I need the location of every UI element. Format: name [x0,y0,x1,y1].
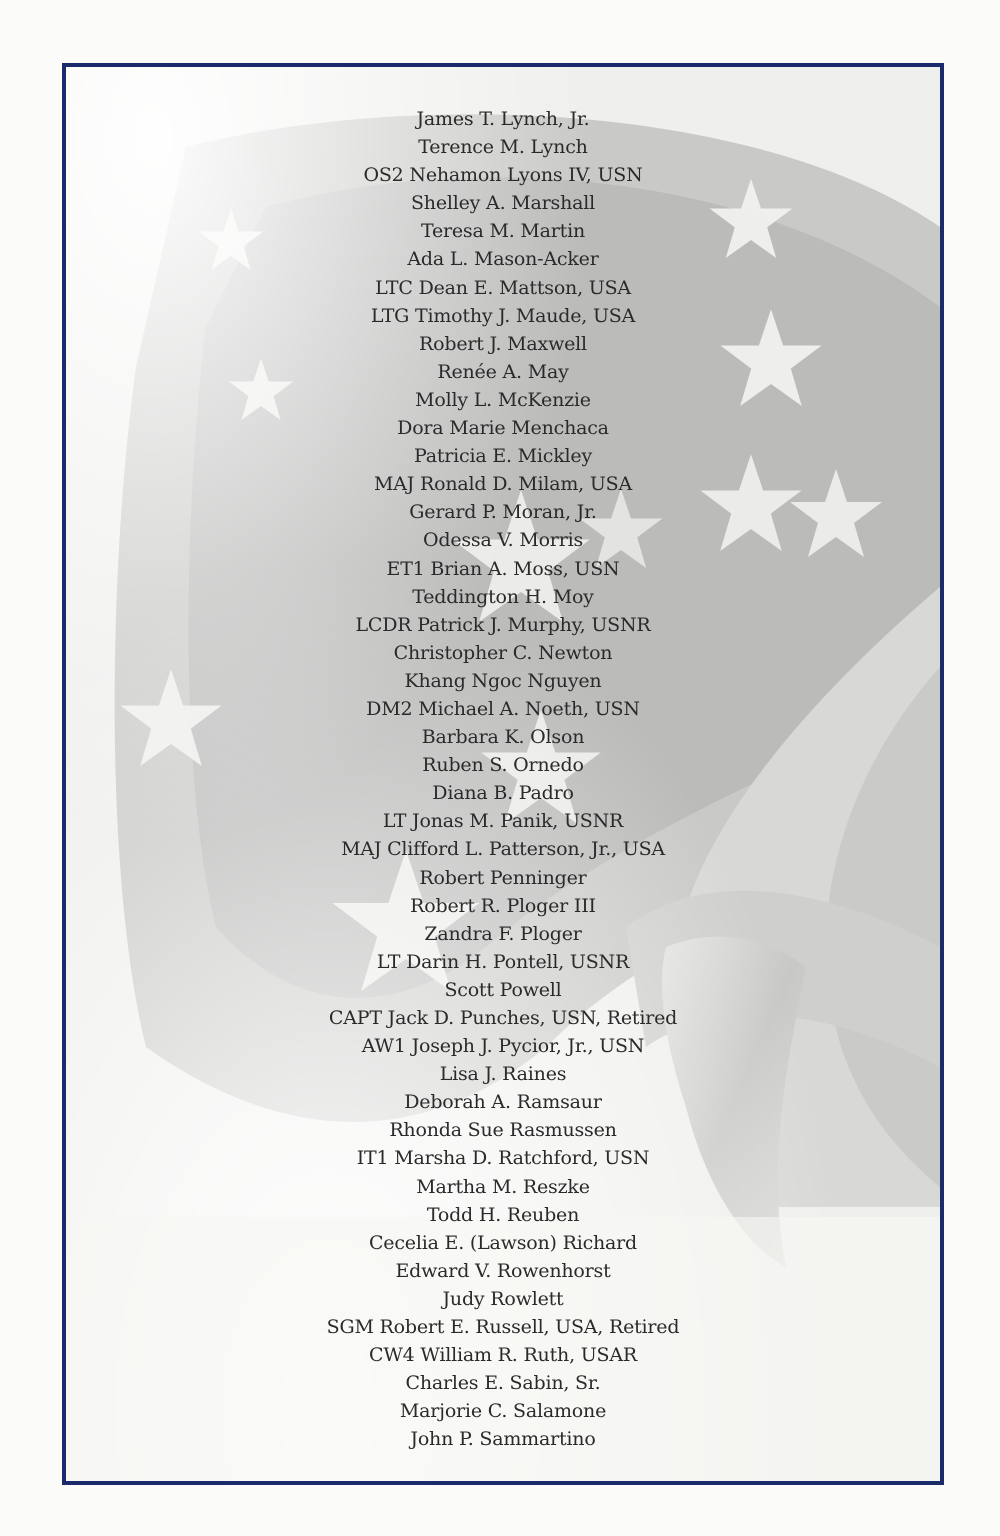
name-entry: Diana B. Padro [432,782,574,805]
name-entry: Scott Powell [444,978,562,1001]
name-entry: DM2 Michael A. Noeth, USN [366,697,640,720]
name-entry: Ada L. Mason-Acker [407,248,599,271]
name-entry: OS2 Nehamon Lyons IV, USN [363,164,643,187]
name-entry: CW4 William R. Ruth, USAR [368,1344,637,1367]
name-entry: LCDR Patrick J. Murphy, USNR [355,613,651,636]
name-entry: MAJ Ronald D. Milam, USA [373,473,633,496]
name-entry: LTG Timothy J. Maude, USA [370,304,636,327]
name-entry: Robert J. Maxwell [419,332,587,355]
name-entry: Zandra F. Ploger [424,922,582,945]
name-entry: LTC Dean E. Mattson, USA [375,276,631,299]
name-entry: Shelley A. Marshall [410,192,595,215]
name-entry: Robert Penninger [419,866,587,889]
name-entry: Lisa J. Raines [439,1063,567,1086]
name-entry: SGM Robert E. Russell, USA, Retired [326,1316,680,1339]
name-entry: LT Jonas M. Panik, USNR [382,810,624,833]
name-entry: Patricia E. Mickley [413,445,593,468]
name-entry: Ruben S. Ornedo [422,754,584,777]
page-border-frame [62,63,944,1485]
name-entry: ET1 Brian A. Moss, USN [386,557,620,580]
name-entry: Terence M. Lynch [418,136,588,159]
name-entry: Deborah A. Ramsaur [404,1091,602,1114]
name-entry: Charles E. Sabin, Sr. [405,1372,601,1395]
name-entry: Edward V. Rowenhorst [395,1259,611,1282]
name-entry: Robert R. Ploger III [410,894,596,917]
name-entry: Molly L. McKenzie [415,388,591,411]
name-entry: Khang Ngoc Nguyen [404,669,602,692]
name-entry: Christopher C. Newton [393,641,613,664]
name-entry: Marjorie C. Salamone [399,1400,607,1423]
name-entry: Odessa V. Morris [422,529,584,552]
name-entry: James T. Lynch, Jr. [416,108,590,130]
name-entry: Barbara K. Olson [421,726,585,749]
name-entry: Cecelia E. (Lawson) Richard [368,1231,638,1254]
name-entry: Judy Rowlett [442,1287,564,1310]
name-entry: Gerard P. Moran, Jr. [409,501,597,524]
name-entry: Todd H. Reuben [426,1203,580,1226]
name-entry: Renée A. May [437,360,569,383]
name-entry: Dora Marie Menchaca [397,417,609,440]
name-entry: IT1 Marsha D. Ratchford, USN [356,1147,650,1170]
name-entry: Teresa M. Martin [420,220,586,243]
name-entry: Martha M. Reszke [416,1175,590,1198]
name-entry: Rhonda Sue Rasmussen [389,1119,617,1142]
name-entry: CAPT Jack D. Punches, USN, Retired [328,1007,678,1029]
name-list [66,105,940,1454]
name-entry: Teddington H. Moy [412,585,594,608]
name-entry: AW1 Joseph J. Pycior, Jr., USN [361,1035,645,1058]
name-entry: John P. Sammartino [410,1428,596,1451]
name-entry: MAJ Clifford L. Patterson, Jr., USA [341,838,665,861]
name-entry: LT Darin H. Pontell, USNR [376,950,630,973]
